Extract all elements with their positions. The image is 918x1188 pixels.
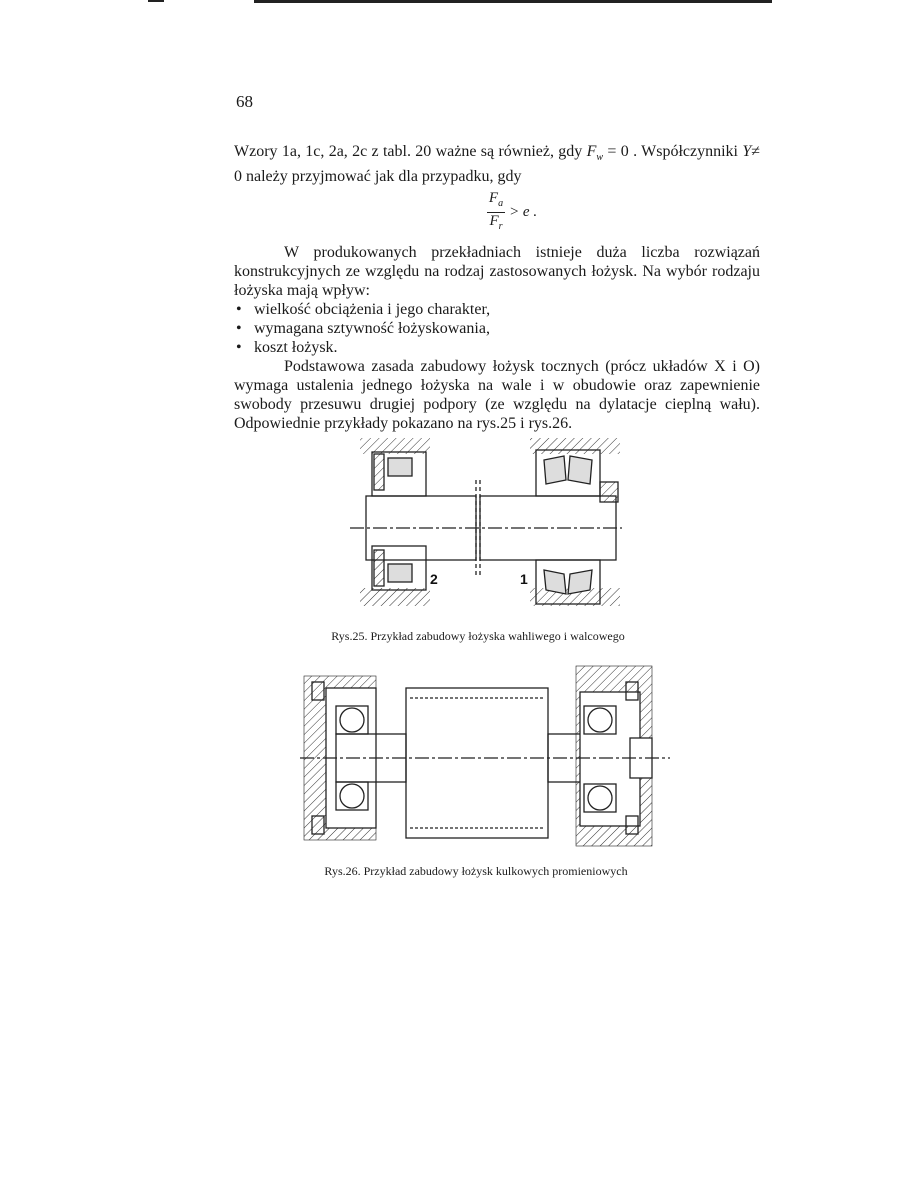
bullet-list — [234, 300, 760, 357]
housing-hatch-bottom-left — [360, 588, 430, 606]
bearing-label-1: 1 — [520, 571, 528, 587]
roller-top-right-1 — [544, 456, 566, 484]
roller-bottom-right-2 — [568, 570, 592, 594]
figure-25-drawing — [330, 436, 630, 612]
roller-top-right-2 — [568, 456, 592, 484]
list-item: • wymagana sztywność łożyskowania, — [236, 320, 490, 338]
fw-variable: F — [586, 143, 597, 160]
page-number: 68 — [236, 92, 253, 111]
paragraph-3: Podstawowa zasada zabudowy łożysk tocznych (prócz układów X i O) wymaga ustalenia jednego łożyska na wale i w obudowie oraz zapewnienie swobody przesuwu drugiej podpory (ze względu na dylatacje cieplną wału). Odpowiednie przykłady pokazano na rys.25 i rys.26. — [234, 358, 760, 433]
bullet-icon: • — [236, 339, 242, 357]
housing-hatch-top-right — [530, 438, 620, 454]
figure-25-caption: Rys.25. Przykład zabudowy łożyska wahliwego i walcowego — [331, 629, 625, 643]
formula-relation: > e . — [509, 204, 538, 221]
roller-bottom-right-1 — [544, 570, 566, 594]
paragraph-2: W produkowanych przekładniach istnieje duża liczba rozwiązań konstrukcyjnych ze względu na rodzaj zastosowanych łożysk. Na wybór rodzaju łożyska mają wpływ: — [234, 244, 760, 300]
ring-hatch-left-top — [374, 454, 384, 490]
bullet-icon: • — [236, 301, 242, 319]
list-item: • wielkość obciążenia i jego charakter, — [236, 301, 491, 319]
lock-nut — [600, 482, 618, 502]
paragraph-1: Wzory 1a, 1c, 2a, 2c z tabl. 20 ważne są również, gdy $F_w = 0$ . Współczynniki Y≠ 0 należy przyjmować jak dla przypadku, gdy — [234, 143, 761, 186]
roller-bottom-left — [388, 564, 412, 582]
formula-ratio — [234, 190, 760, 235]
scan-edge-left — [148, 0, 164, 2]
gear-body — [406, 688, 548, 838]
figure-26-drawing — [300, 662, 672, 852]
roller-top-left — [388, 458, 412, 476]
ring-hatch-left-bottom — [374, 550, 384, 586]
list-item: • koszt łożysk. — [236, 339, 338, 357]
scan-edge-top — [254, 0, 772, 3]
bearing-label-2: 2 — [430, 571, 438, 587]
fraction: $\frac{F_a}{F_r}$ — [488, 190, 504, 233]
body-text — [234, 142, 760, 433]
bullet-icon: • — [236, 320, 242, 338]
y-variable: Y — [742, 143, 752, 160]
figure-26-caption: Rys.26. Przykład zabudowy łożysk kulkowych promieniowych — [324, 864, 628, 878]
